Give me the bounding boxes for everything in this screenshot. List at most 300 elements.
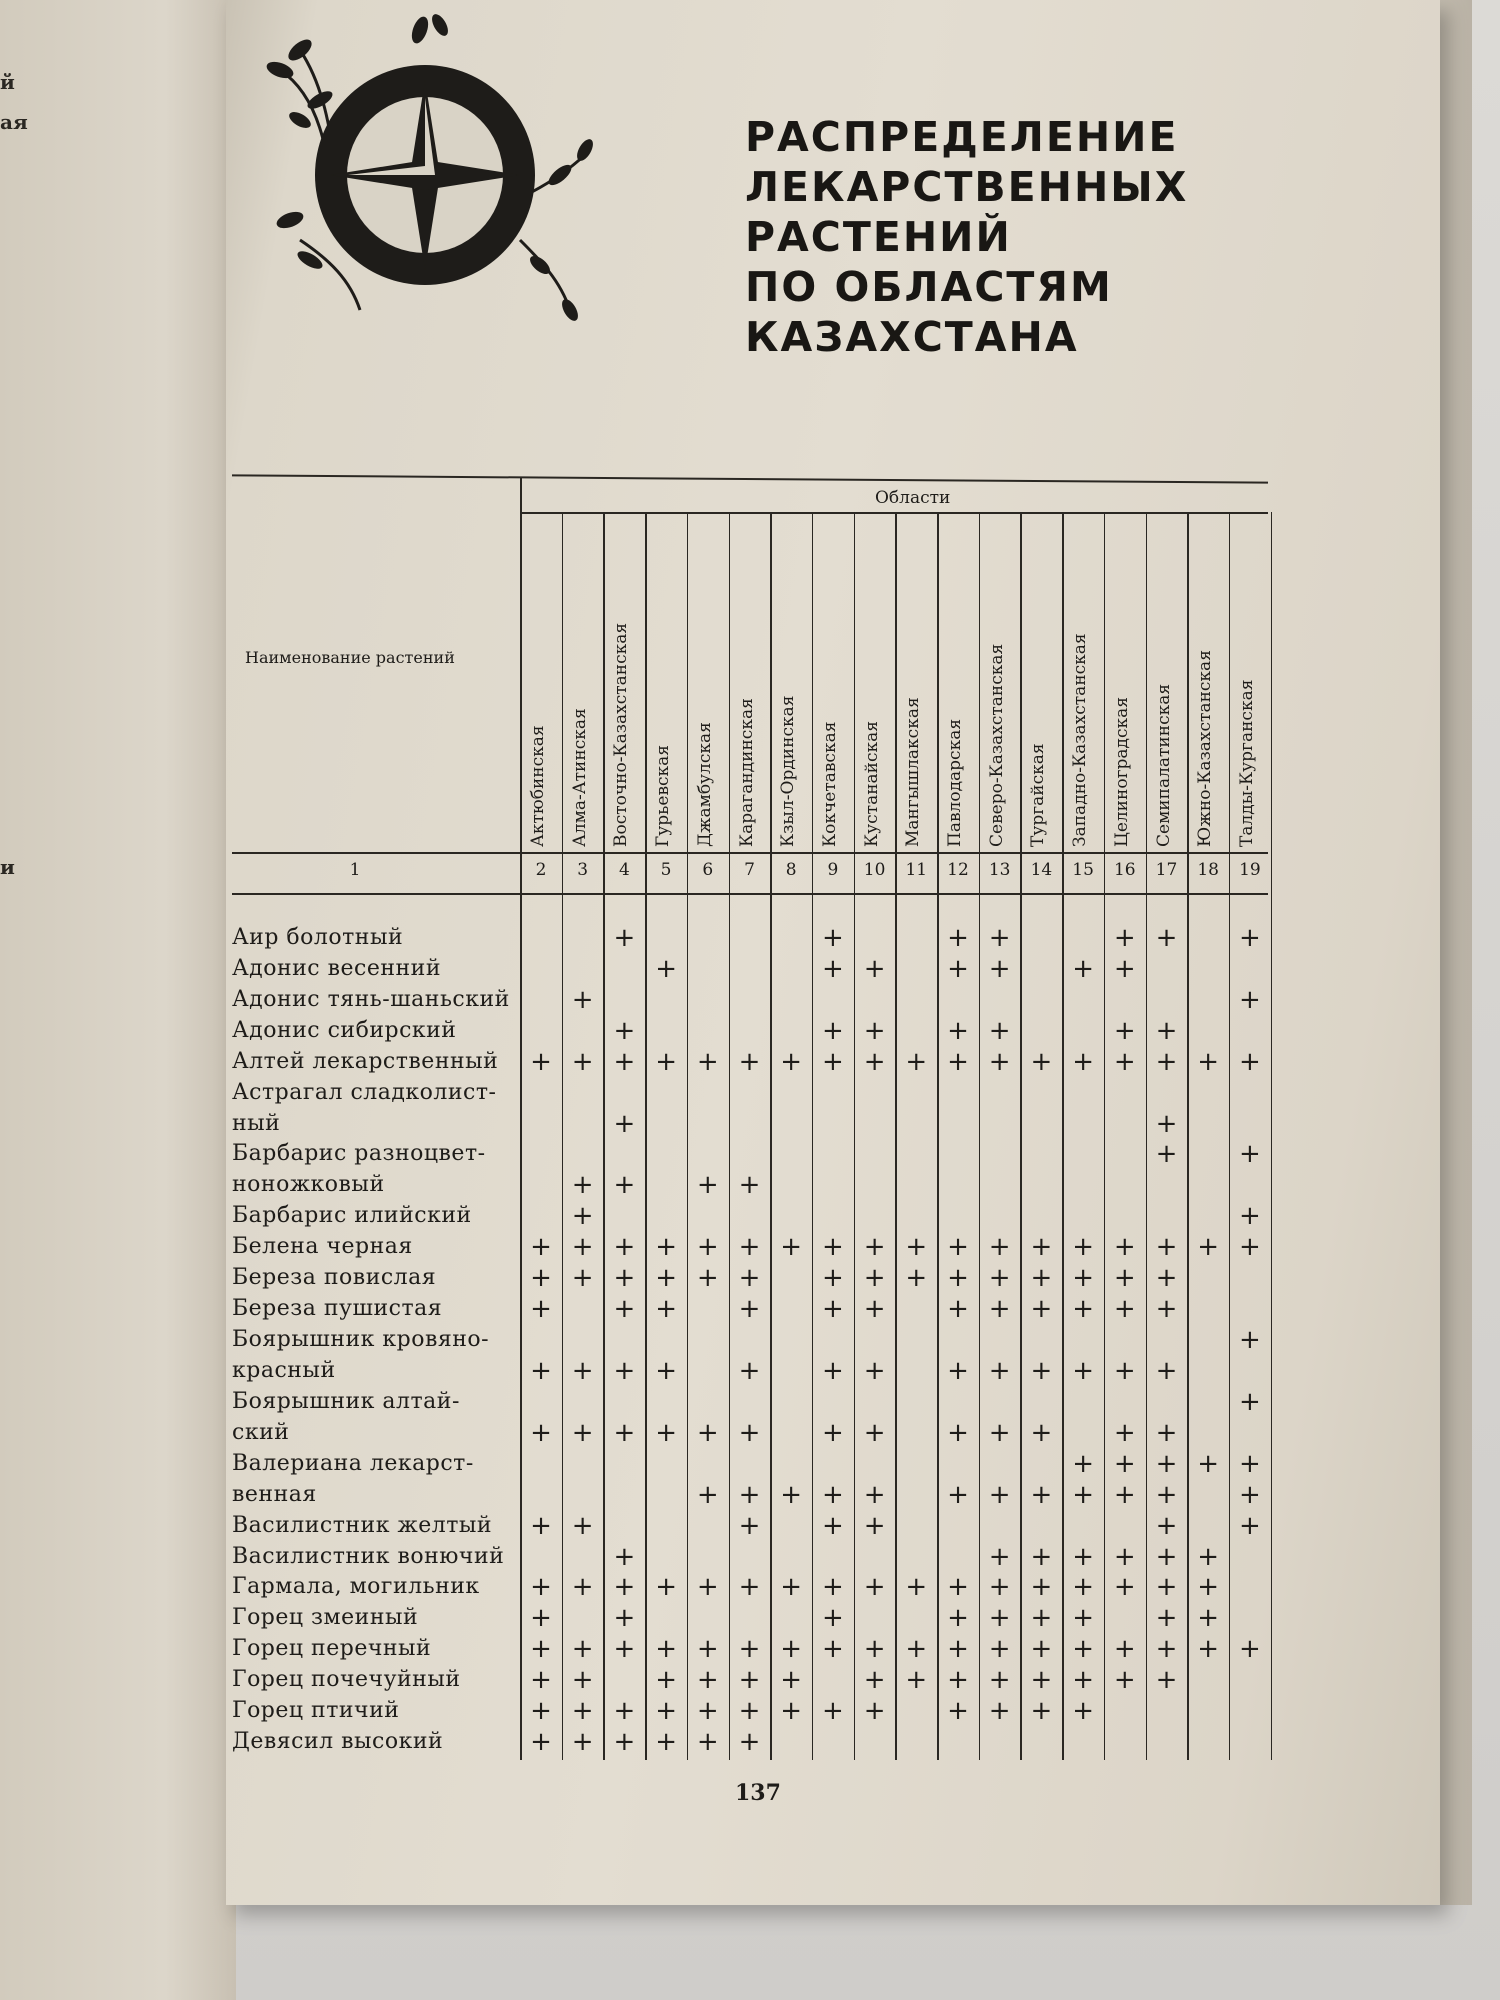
- plant-name: ный: [232, 1110, 281, 1136]
- presence-mark: +: [738, 1294, 761, 1325]
- page-number: 137: [735, 1780, 781, 1806]
- region-header: Восточно-Казахстанская: [611, 622, 632, 847]
- presence-mark: +: [571, 1696, 594, 1727]
- presence-mark: +: [947, 1696, 969, 1727]
- presence-mark: +: [1113, 1634, 1136, 1665]
- presence-mark: +: [1197, 1572, 1220, 1603]
- presence-mark: +: [1030, 1479, 1053, 1510]
- column-number: 9: [827, 860, 839, 880]
- page-title: [745, 112, 1188, 362]
- presence-mark: +: [1113, 1355, 1136, 1386]
- presence-mark: +: [947, 1665, 969, 1696]
- presence-mark: +: [738, 1634, 761, 1665]
- presence-mark: +: [1072, 1232, 1094, 1263]
- presence-mark: +: [1238, 1634, 1261, 1665]
- column-number: 19: [1239, 860, 1261, 880]
- presence-mark: +: [821, 1355, 844, 1386]
- presence-mark: +: [1238, 1325, 1261, 1356]
- presence-mark: +: [738, 1479, 761, 1510]
- presence-mark: +: [738, 1665, 761, 1696]
- plant-name: красный: [232, 1357, 336, 1383]
- presence-mark: +: [988, 1479, 1011, 1510]
- plant-name-header: Наименование растений: [245, 648, 455, 667]
- presence-mark: +: [1030, 1355, 1053, 1386]
- presence-mark: +: [1238, 923, 1261, 953]
- presence-mark: +: [1155, 1417, 1178, 1448]
- column-rule: [854, 512, 856, 1760]
- presence-mark: +: [988, 953, 1011, 984]
- presence-mark: +: [1155, 1634, 1178, 1665]
- presence-mark: +: [1238, 1139, 1261, 1170]
- presence-mark: +: [988, 923, 1011, 953]
- presence-mark: +: [530, 1572, 552, 1603]
- presence-mark: +: [1072, 1696, 1094, 1727]
- title-line: ЛЕКАРСТВЕННЫХ: [745, 163, 1189, 211]
- presence-mark: +: [530, 1263, 552, 1294]
- plant-name: Горец змеиный: [232, 1605, 419, 1631]
- column-rule: [729, 512, 731, 1760]
- presence-mark: +: [530, 1665, 552, 1696]
- compass-emblem: [240, 10, 600, 340]
- presence-mark: +: [1113, 1294, 1136, 1325]
- presence-mark: +: [988, 1355, 1011, 1386]
- presence-mark: +: [530, 1046, 552, 1077]
- plant-name: Алтей лекарственный: [232, 1048, 499, 1074]
- column-rule: [562, 512, 564, 1760]
- left-page-text: й: [0, 70, 15, 94]
- presence-mark: +: [821, 1603, 844, 1634]
- presence-mark: +: [530, 1696, 552, 1727]
- presence-mark: +: [1155, 1294, 1178, 1325]
- presence-mark: +: [571, 1046, 594, 1077]
- presence-mark: +: [530, 1232, 552, 1263]
- presence-mark: +: [1072, 1479, 1094, 1510]
- presence-mark: +: [1155, 1448, 1178, 1479]
- presence-mark: +: [947, 1572, 969, 1603]
- plant-name: Барбарис разноцвет-: [232, 1141, 486, 1167]
- plant-name: Астрагал сладколист-: [232, 1079, 497, 1105]
- presence-mark: +: [780, 1696, 803, 1727]
- presence-mark: +: [530, 1417, 552, 1448]
- presence-mark: +: [947, 1263, 969, 1294]
- presence-mark: +: [1072, 1355, 1094, 1386]
- column-number: 1: [349, 860, 361, 880]
- presence-mark: +: [1113, 1448, 1136, 1479]
- presence-mark: +: [1072, 1665, 1094, 1696]
- presence-mark: +: [1155, 1541, 1178, 1572]
- presence-mark: +: [821, 1634, 844, 1665]
- presence-mark: +: [1197, 1448, 1220, 1479]
- presence-mark: +: [988, 1572, 1011, 1603]
- presence-mark: +: [780, 1634, 803, 1665]
- column-rule: [937, 512, 939, 1760]
- presence-mark: +: [905, 1046, 928, 1077]
- presence-mark: +: [613, 1232, 636, 1263]
- column-rule: [895, 512, 897, 1760]
- plant-name: Горец птичий: [232, 1698, 400, 1724]
- presence-mark: +: [1030, 1294, 1053, 1325]
- presence-mark: +: [655, 1417, 677, 1448]
- presence-mark: +: [655, 1232, 677, 1263]
- presence-mark: +: [1072, 1541, 1094, 1572]
- column-rule: [1104, 512, 1106, 1760]
- presence-mark: +: [696, 1665, 719, 1696]
- presence-mark: +: [1155, 1108, 1178, 1139]
- presence-mark: +: [738, 1727, 761, 1758]
- region-header: Тургайская: [1028, 743, 1049, 847]
- presence-mark: +: [571, 1727, 594, 1758]
- presence-mark: +: [821, 1572, 844, 1603]
- presence-mark: +: [613, 1015, 636, 1046]
- presence-mark: +: [780, 1665, 803, 1696]
- plant-name: ноножковый: [232, 1172, 385, 1198]
- presence-mark: +: [1113, 1263, 1136, 1294]
- left-page: [0, 0, 236, 2000]
- presence-mark: +: [821, 953, 844, 984]
- presence-mark: +: [613, 1634, 636, 1665]
- presence-mark: +: [1030, 1417, 1053, 1448]
- presence-mark: +: [571, 1572, 594, 1603]
- presence-mark: +: [1155, 1046, 1178, 1077]
- presence-mark: +: [1113, 1479, 1136, 1510]
- plant-name: Валериана лекарст-: [232, 1450, 474, 1476]
- presence-mark: +: [655, 1263, 677, 1294]
- plant-name: Боярышник алтай-: [232, 1388, 460, 1414]
- presence-mark: +: [947, 1355, 969, 1386]
- presence-mark: +: [1030, 1541, 1053, 1572]
- presence-mark: +: [947, 1015, 969, 1046]
- presence-mark: +: [1155, 1572, 1178, 1603]
- presence-mark: +: [655, 1665, 677, 1696]
- presence-mark: +: [1113, 1232, 1136, 1263]
- plant-name: Василистник вонючий: [232, 1543, 505, 1569]
- presence-mark: +: [1113, 1015, 1136, 1046]
- column-rule: [603, 512, 605, 1760]
- presence-mark: +: [1155, 1355, 1178, 1386]
- presence-mark: +: [530, 1294, 552, 1325]
- plant-name: ский: [232, 1419, 290, 1445]
- region-header: Кзыл-Ординская: [778, 695, 799, 847]
- presence-mark: +: [821, 1015, 844, 1046]
- presence-mark: +: [738, 1263, 761, 1294]
- plant-name: Боярышник кровяно-: [232, 1327, 490, 1353]
- presence-mark: +: [1072, 1046, 1094, 1077]
- presence-mark: +: [613, 1170, 636, 1201]
- column-number: 15: [1072, 860, 1094, 880]
- presence-mark: +: [696, 1417, 719, 1448]
- column-number: 12: [947, 860, 969, 880]
- presence-mark: +: [1113, 1046, 1136, 1077]
- column-rule: [645, 512, 647, 1760]
- column-number: 2: [535, 860, 547, 880]
- presence-mark: +: [863, 1572, 886, 1603]
- column-rule: [770, 512, 772, 1760]
- presence-mark: +: [863, 1232, 886, 1263]
- presence-mark: +: [988, 1046, 1011, 1077]
- presence-mark: +: [1072, 1603, 1094, 1634]
- column-number: 4: [618, 860, 630, 880]
- presence-mark: +: [821, 923, 844, 953]
- presence-mark: +: [863, 1665, 886, 1696]
- presence-mark: +: [1030, 1232, 1053, 1263]
- presence-mark: +: [947, 953, 969, 984]
- presence-mark: +: [821, 1232, 844, 1263]
- presence-mark: +: [571, 1665, 594, 1696]
- presence-mark: +: [1113, 1572, 1136, 1603]
- presence-mark: +: [1155, 1603, 1178, 1634]
- title-line: ПО ОБЛАСТЯМ: [745, 263, 1113, 311]
- presence-mark: +: [571, 1232, 594, 1263]
- presence-mark: +: [947, 1232, 969, 1263]
- presence-mark: +: [1238, 1232, 1261, 1263]
- presence-mark: +: [613, 1108, 636, 1139]
- presence-mark: +: [530, 1510, 552, 1541]
- presence-mark: +: [863, 1046, 886, 1077]
- region-header: Западно-Казахстанская: [1070, 633, 1091, 847]
- title-line: РАСТЕНИЙ: [745, 213, 1012, 261]
- presence-mark: +: [863, 1294, 886, 1325]
- presence-mark: +: [571, 984, 594, 1015]
- region-header: Гурьевская: [653, 744, 674, 847]
- column-rule: [1020, 512, 1022, 1760]
- presence-mark: +: [571, 1201, 594, 1232]
- presence-mark: +: [1113, 953, 1136, 984]
- presence-mark: +: [1113, 1665, 1136, 1696]
- presence-mark: +: [696, 1634, 719, 1665]
- region-header: Семипалатинская: [1153, 683, 1174, 847]
- column-rule: [1062, 512, 1064, 1760]
- presence-mark: +: [988, 1294, 1011, 1325]
- presence-mark: +: [738, 1232, 761, 1263]
- left-page-text: ая: [0, 110, 28, 134]
- presence-mark: +: [1238, 1386, 1261, 1417]
- presence-mark: +: [1072, 953, 1094, 984]
- presence-mark: +: [780, 1232, 803, 1263]
- presence-mark: +: [905, 1634, 928, 1665]
- plant-name: Горец перечный: [232, 1636, 432, 1662]
- plant-name: Горец почечуйный: [232, 1667, 461, 1693]
- column-number: 5: [660, 860, 672, 880]
- presence-mark: +: [988, 1634, 1011, 1665]
- presence-mark: +: [821, 1510, 844, 1541]
- presence-mark: +: [1155, 1510, 1178, 1541]
- presence-mark: +: [655, 1572, 677, 1603]
- presence-mark: +: [1030, 1696, 1053, 1727]
- presence-mark: +: [571, 1170, 594, 1201]
- presence-mark: +: [780, 1479, 803, 1510]
- region-header: Павлодарская: [945, 718, 965, 847]
- presence-mark: +: [613, 1696, 636, 1727]
- column-number: 14: [1030, 860, 1053, 880]
- region-header: Талды-Курганская: [1236, 679, 1257, 847]
- presence-mark: +: [863, 1479, 886, 1510]
- column-number: 8: [785, 860, 797, 880]
- presence-mark: +: [863, 1696, 886, 1727]
- presence-mark: +: [1072, 1448, 1094, 1479]
- presence-mark: +: [696, 1479, 719, 1510]
- presence-mark: +: [738, 1170, 761, 1201]
- presence-mark: +: [613, 1603, 636, 1634]
- presence-mark: +: [613, 1572, 636, 1603]
- presence-mark: +: [696, 1263, 719, 1294]
- region-header: Актюбинская: [528, 725, 548, 847]
- presence-mark: +: [613, 1046, 636, 1077]
- presence-mark: +: [530, 1603, 552, 1634]
- presence-mark: +: [1197, 1046, 1220, 1077]
- presence-mark: +: [696, 1170, 719, 1201]
- presence-mark: +: [655, 1727, 677, 1758]
- presence-mark: +: [655, 1696, 677, 1727]
- presence-mark: +: [1030, 1263, 1053, 1294]
- presence-mark: +: [905, 1263, 928, 1294]
- presence-mark: +: [1238, 984, 1261, 1015]
- presence-mark: +: [988, 1417, 1011, 1448]
- presence-mark: +: [947, 923, 969, 953]
- presence-mark: +: [530, 1634, 552, 1665]
- presence-mark: +: [613, 923, 636, 953]
- presence-mark: +: [1155, 1139, 1178, 1170]
- column-number: 16: [1113, 860, 1136, 880]
- presence-mark: +: [863, 1510, 886, 1541]
- presence-mark: +: [571, 1510, 594, 1541]
- left-page-text: и: [0, 855, 15, 879]
- presence-mark: +: [988, 1263, 1011, 1294]
- plant-name: Адонис весенний: [232, 955, 441, 981]
- presence-mark: +: [571, 1355, 594, 1386]
- plant-name: венная: [232, 1481, 317, 1507]
- presence-mark: +: [571, 1263, 594, 1294]
- presence-mark: +: [696, 1696, 719, 1727]
- region-header: Южно-Казахстанская: [1195, 650, 1216, 847]
- presence-mark: +: [821, 1479, 844, 1510]
- presence-mark: +: [1030, 1665, 1053, 1696]
- region-header: Целиноградская: [1111, 697, 1132, 847]
- presence-mark: +: [1197, 1232, 1220, 1263]
- column-number: 17: [1155, 860, 1178, 880]
- column-rule: [520, 478, 522, 1760]
- presence-mark: +: [1238, 1448, 1261, 1479]
- presence-mark: +: [988, 1696, 1011, 1727]
- column-number: 6: [702, 860, 714, 880]
- presence-mark: +: [571, 1417, 594, 1448]
- presence-mark: +: [863, 1263, 886, 1294]
- presence-mark: +: [738, 1572, 761, 1603]
- plant-name: Девясил высокий: [232, 1729, 444, 1755]
- presence-mark: +: [1030, 1603, 1053, 1634]
- column-rule: [1271, 512, 1273, 1760]
- title-line: КАЗАХСТАНА: [745, 313, 1079, 361]
- presence-mark: +: [1072, 1634, 1094, 1665]
- column-number: 13: [988, 860, 1011, 880]
- presence-mark: +: [905, 1232, 928, 1263]
- presence-mark: +: [863, 1634, 886, 1665]
- presence-mark: +: [905, 1572, 928, 1603]
- column-rule: [1187, 512, 1189, 1760]
- presence-mark: +: [780, 1046, 803, 1077]
- presence-mark: +: [1155, 1015, 1178, 1046]
- presence-mark: +: [821, 1263, 844, 1294]
- plant-name: Белена черная: [232, 1234, 413, 1260]
- presence-mark: +: [1238, 1201, 1261, 1232]
- presence-mark: +: [613, 1294, 636, 1325]
- presence-mark: +: [947, 1479, 969, 1510]
- presence-mark: +: [613, 1727, 636, 1758]
- presence-mark: +: [655, 1294, 677, 1325]
- plant-name: Береза повислая: [232, 1265, 437, 1291]
- presence-mark: +: [655, 1355, 677, 1386]
- presence-mark: +: [947, 1417, 969, 1448]
- presence-mark: +: [1155, 923, 1178, 953]
- presence-mark: +: [738, 1417, 761, 1448]
- presence-mark: +: [1197, 1634, 1220, 1665]
- presence-mark: +: [655, 1634, 677, 1665]
- column-number: 7: [744, 860, 755, 880]
- presence-mark: +: [1072, 1572, 1094, 1603]
- presence-mark: +: [738, 1355, 761, 1386]
- column-rule: [1229, 512, 1231, 1760]
- presence-mark: +: [863, 1355, 886, 1386]
- header-bottom-rule: [232, 852, 1268, 854]
- presence-mark: +: [988, 1232, 1011, 1263]
- presence-mark: +: [821, 1417, 844, 1448]
- title-line: РАСПРЕДЕЛЕНИЕ: [745, 113, 1179, 161]
- column-rule: [687, 512, 689, 1760]
- region-header: Карагандинская: [736, 698, 757, 847]
- presence-mark: +: [863, 1417, 886, 1448]
- presence-mark: +: [821, 1696, 844, 1727]
- presence-mark: +: [1238, 1510, 1261, 1541]
- presence-mark: +: [821, 1046, 844, 1077]
- presence-mark: +: [1030, 1046, 1053, 1077]
- areas-header: Области: [875, 488, 951, 508]
- presence-mark: +: [1030, 1572, 1053, 1603]
- presence-mark: +: [1238, 1479, 1261, 1510]
- presence-mark: +: [655, 953, 677, 984]
- presence-mark: +: [1155, 1263, 1178, 1294]
- plant-name: Гармала, могильник: [232, 1574, 480, 1600]
- column-number: 11: [905, 860, 928, 880]
- presence-mark: +: [696, 1572, 719, 1603]
- presence-mark: +: [530, 1355, 552, 1386]
- presence-mark: +: [1072, 1263, 1094, 1294]
- presence-mark: +: [613, 1417, 636, 1448]
- presence-mark: +: [1113, 1417, 1136, 1448]
- presence-mark: +: [1155, 1479, 1178, 1510]
- presence-mark: +: [696, 1046, 719, 1077]
- presence-mark: +: [1155, 1232, 1178, 1263]
- presence-mark: +: [613, 1263, 636, 1294]
- presence-mark: +: [988, 1665, 1011, 1696]
- presence-mark: +: [655, 1046, 677, 1077]
- column-rule: [979, 512, 981, 1760]
- presence-mark: +: [1072, 1294, 1094, 1325]
- region-header: Северо-Казахстанская: [986, 643, 1007, 847]
- presence-mark: +: [863, 1015, 886, 1046]
- presence-mark: +: [863, 953, 886, 984]
- presence-mark: +: [696, 1727, 719, 1758]
- plant-name: Адонис сибирский: [232, 1017, 457, 1043]
- presence-mark: +: [780, 1572, 803, 1603]
- plant-name: Аир болотный: [232, 925, 404, 950]
- presence-mark: +: [1155, 1665, 1178, 1696]
- presence-mark: +: [1113, 1541, 1136, 1572]
- presence-mark: +: [947, 1603, 969, 1634]
- presence-mark: +: [738, 1046, 761, 1077]
- region-header: Кокчетавская: [819, 721, 840, 847]
- presence-mark: +: [613, 1355, 636, 1386]
- column-rule: [1146, 512, 1148, 1760]
- plant-name: Барбарис илийский: [232, 1203, 472, 1229]
